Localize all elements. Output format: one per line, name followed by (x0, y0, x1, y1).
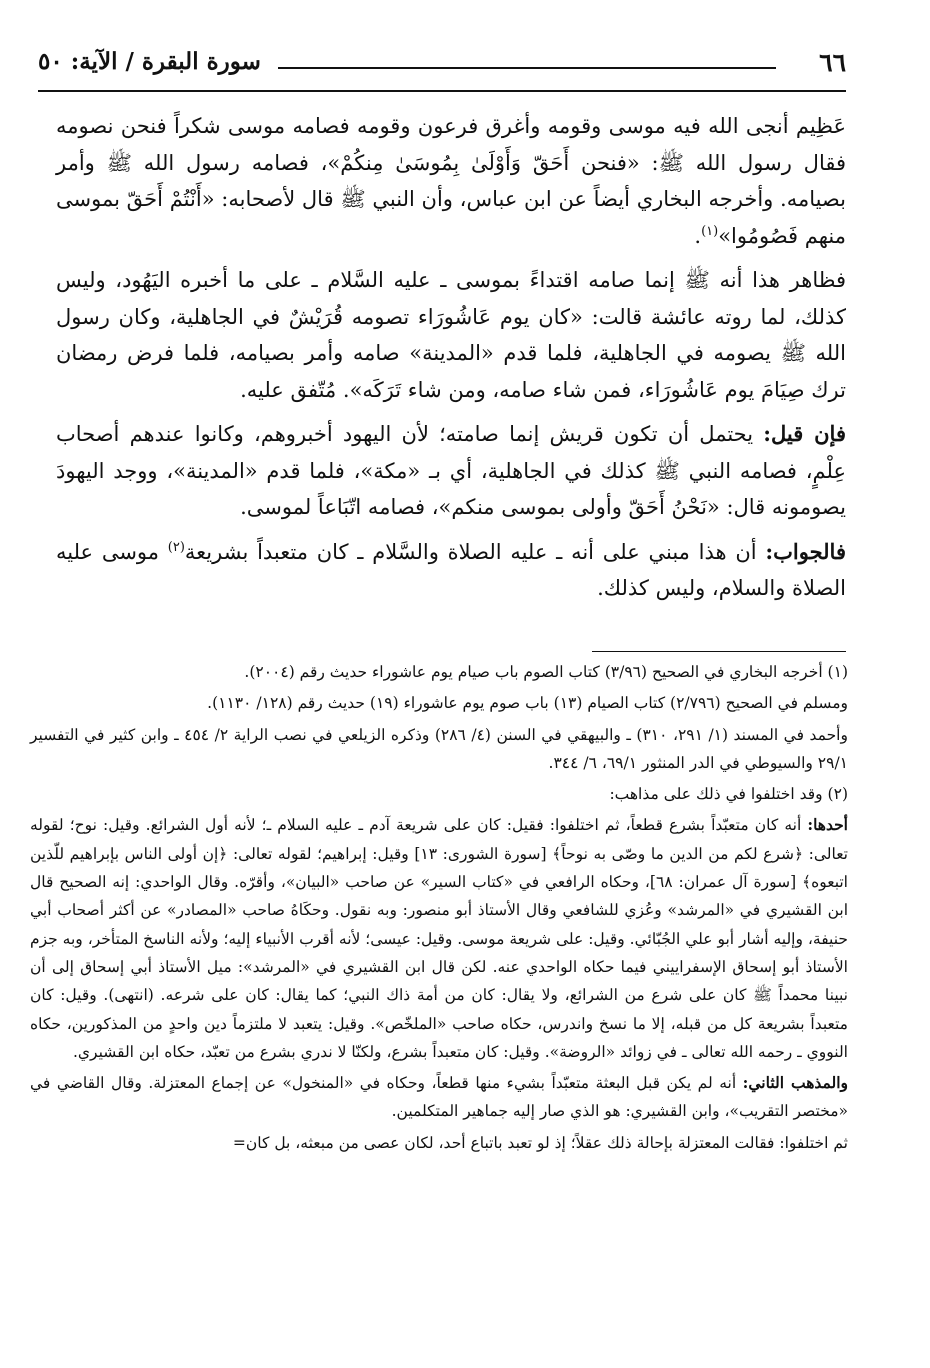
footnote-ref-2[interactable]: (٢) (167, 539, 185, 555)
view-1-text: أنه كان متعبّداً بشرع قطعاً، ثم اختلفوا: فقيل: كان على شريعة آدم ـ عليه السلام ـ؛ لأنه أول الشرائع. وقيل: نوح؛ لقوله تعالى: ﴿شرع لكم من الدين ما وصّى به نوحاً﴾ [سورة الشورى: ١٣] وقيل: إبراهيم؛ لقوله تعالى: ﴿إن أولى الناس بإبراهيم للّذين اتبعوه﴾ [سورة آل عمران: ٦٨]، وحكاه الرافعي في «كتاب السير» عن صاحب «البيان»، وأقرّه. وقال الواحدي: إنه الصحيح قال ابن القشيري في «المرشد» وعُزي للشافعي وقال الأستاذ أبو منصور: وبه نقول. وحكَاهُ صاحب «المصادر» عن أكثر أصحاب أبي حنيفة، وإليه أشار أبو علي الجُبّائي. وقيل: على شريعة موسى. وقيل: عيسى؛ لأنه أقرب الأنبياء إليه؛ ولأنه الناسخ المتأخر، وبه جزم الأستاذ أبو إسحاق الإسفراييني فيما حكاه الواحدي عنه. لكن قال ابن القشيري في «المرشد»: ميل الأستاذ أبي إسحاق إلى أن نبينا محمداً ﷺ كان على شرع من الشرائع، ولا يقال: كان من أمة ذاك النبي؛ كما يقال: كان على شرعه. (انتهى). وقيل: كان متعبداً بشريعة كل من قبله، إلا ما نسخ واندرس، حكاه صاحب «الملخّص». وقيل: يتعبد لا ملتزماً دين واحدٍ من المذكورين، حكاه النووي ـ رحمه الله تعالى ـ في زوائد «الروضة». وقيل: كان متعبداً بشرع، ولكنّا لا ندري بشرع من تعبّد، حكاه ابن القشيري. (30, 816, 848, 1061)
view-2-lead: والمذهب الثاني: (742, 1073, 848, 1093)
footnote-2-view-1 (30, 811, 848, 1066)
footnote-2-view-2 (30, 1069, 848, 1126)
paragraph-4-text: أن هذا مبني على أنه ـ عليه الصلاة والسَّلام ـ كان متعبداً بشريعة (184, 539, 766, 564)
paragraph-3 (56, 416, 846, 526)
paragraph-1 (56, 108, 846, 254)
footnote-2-intro: (٢) وقد اختلفوا في ذلك على مذاهب: (609, 785, 848, 804)
paragraph-1-end: . (694, 223, 702, 248)
paragraph-1-text: عَظِيم أنجى الله فيه موسى وقومه وأغرق فرعون وقومه فصامه موسى شكراً فنحن نصومه فقال رسول الله ﷺ: «فنحن أَحَقّ وَأَوْلَىٰ بِمُوسَىٰ مِنكُمْ»، فصامه رسول الله ﷺ وأمر بصيامه. وأخرجه البخاري أيضاً عن ابن عباس، وأن النبي ﷺ قال لأصحابه: «أَنْتُمْ أَحَقّ بموسى منهم فَصُومُوا» (56, 114, 846, 248)
footnote-ref-1[interactable]: (١) (701, 223, 719, 239)
footnote-1b: ومسلم في الصحيح (٢/٧٩٦) كتاب الصيام (١٣) باب صوم يوم عاشوراء (١٩) حديث رقم (١٢٨/ ١١٣٠). (207, 694, 848, 713)
paragraph-3-text: يحتمل أن تكون قريش إنما صامته؛ لأن اليهود أخبروهم، وكانوا عندهم أصحاب عِلْمٍ، فصامه النبي ﷺ كذلك في الجاهلية، أي بـ «مكة»، فلما قدم «المدينة»، ووجد اليهودَ يصومونه قال: «نَحْنُ أَحَقّ وأولى بموسى منكم»، فصامه اتّبَاعاً لموسى. (56, 422, 846, 519)
paragraph-4-end: موسى عليه الصلاة والسلام، وليس كذلك. (56, 539, 846, 600)
footnote-separator (592, 651, 846, 652)
page-header (38, 48, 846, 92)
footnote-2-continued: ثم اختلفوا: فقالت المعتزلة بإحالة ذلك عقلاً؛ إذ لو تعبد باتباع أحد، لكان عصى من مبعثه، بل كان= (232, 1133, 848, 1152)
paragraph-3-lead: فإن قيل: (763, 421, 846, 446)
paragraph-4 (56, 534, 846, 607)
view-2-text: أنه لم يكن قبل البعثة متعبّداً بشيء منها قطعاً، وحكاه في «المنخول» عن إجماع المعتزلة. وقال القاضي في «مختصر التقريب»، وابن القشيري: هو الذي صار إليه جماهير المتكلمين. (30, 1074, 848, 1121)
footnote-1c: وأحمد في المسند (١/ ٢٩١، ٣١٠) ـ والبيهقي في السنن (٤/ ٢٨٦) وذكره الزيلعي في نصب الراية ٢/ ٤٥٤ ـ وابن كثير في التفسير ٢٩/١ والسيوطي في الدر المنثور ٦٩/١، ٦/ ٣٤٤. (30, 725, 848, 772)
running-title: سورة البقرة / الآية: ٥٠ (38, 48, 261, 75)
view-1-lead: أحدها: (807, 815, 848, 835)
page-number: ٦٦ (819, 48, 846, 77)
paragraph-2: فظاهر هذا أنه ﷺ إنما صامه اقتداءً بموسى ـ عليه السَّلام ـ على ما أخبره اليَهُود، وليس كذلك، لما روته عائشة قالت: «كان يوم عَاشُورَاء تصومه قُرَيْشٌ في الجاهلية، وكان رسول الله ﷺ يصومه في الجاهلية، فلما قدم «المدينة» صامه وأمر بصيامه، فلما فرض رمضان ترك صِيَامَ يوم عَاشُورَاء، فمن شاء صامه، ومن شاء تَرَكَه». مُتّفق عليه. (56, 268, 846, 402)
paragraph-4-lead: فالجواب: (765, 538, 846, 564)
footnote-1a: (١) أخرجه البخاري في الصحيح (٣/٩٦) كتاب الصوم باب صيام يوم عاشوراء حديث رقم (٢٠٠٤). (244, 663, 848, 681)
footnotes (30, 658, 848, 1160)
header-rule (278, 67, 776, 69)
main-text (56, 108, 846, 615)
